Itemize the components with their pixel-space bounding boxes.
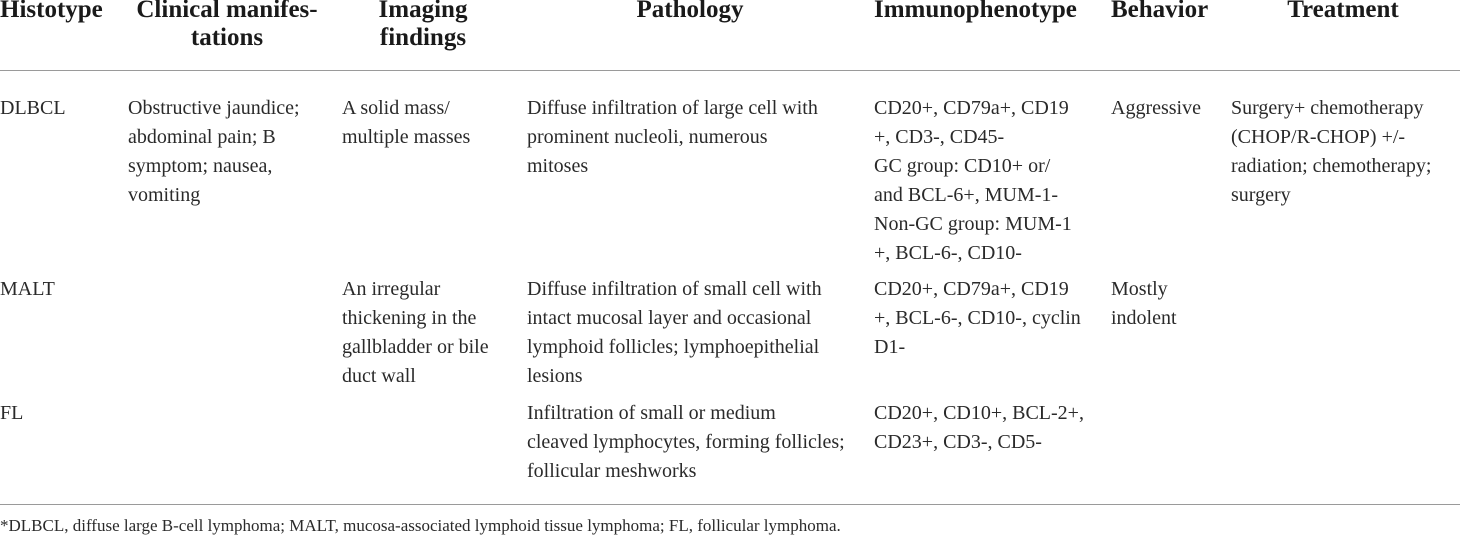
header-histotype: Histotype	[0, 0, 103, 23]
cell-imaging: A solid mass/ multiple masses	[342, 97, 471, 148]
cell-immunophenotype: CD20+, CD79a+, CD19 +, CD3-, CD45- GC group: CD10+ or/ and BCL-6+, MUM-1- Non-GC group: MUM-1 +, BCL-6-, CD10-	[874, 97, 1072, 264]
header-immunophenotype: Immunophenotype	[874, 0, 1077, 23]
header-clinical-manifestations: Clinical manifes- tations	[136, 0, 318, 51]
header-pathology: Pathology	[636, 0, 744, 23]
cell-behavior: Mostly indolent	[1111, 278, 1177, 329]
table-bottom-divider	[0, 504, 1460, 505]
header-imaging-findings: Imaging findings	[378, 0, 468, 51]
table-footnote: *DLBCL, diffuse large B-cell lymphoma; MALT, mucosa-associated lymphoid tissue lymphoma; FL, follicular lymphoma.	[0, 516, 841, 535]
cell-histotype: MALT	[0, 278, 55, 300]
cell-immunophenotype: CD20+, CD79a+, CD19 +, BCL-6-, CD10-, cyclin D1-	[874, 278, 1081, 358]
cell-behavior: Aggressive	[1111, 97, 1201, 119]
cell-pathology: Infiltration of small or medium cleaved lymphocytes, forming follicles; follicular meshworks	[527, 402, 845, 482]
cell-histotype: DLBCL	[0, 97, 66, 119]
table-header-row	[0, 0, 1460, 68]
header-divider	[0, 70, 1460, 71]
cell-pathology: Diffuse infiltration of large cell with prominent nucleoli, numerous mitoses	[527, 97, 818, 177]
cell-clinical: Obstructive jaundice; abdominal pain; B symptom; nausea, vomiting	[128, 97, 300, 206]
cell-immunophenotype: CD20+, CD10+, BCL-2+, CD23+, CD3-, CD5-	[874, 402, 1084, 453]
cell-imaging: An irregular thickening in the gallbladder or bile duct wall	[342, 278, 489, 387]
cell-histotype: FL	[0, 402, 24, 424]
header-behavior: Behavior	[1111, 0, 1209, 23]
header-treatment: Treatment	[1287, 0, 1399, 23]
cell-treatment: Surgery+ chemotherapy (CHOP/R-CHOP) +/- radiation; chemotherapy; surgery	[1231, 97, 1432, 206]
cell-pathology: Diffuse infiltration of small cell with intact mucosal layer and occasional lymphoid follicles; lymphoepithelial lesions	[527, 278, 822, 387]
